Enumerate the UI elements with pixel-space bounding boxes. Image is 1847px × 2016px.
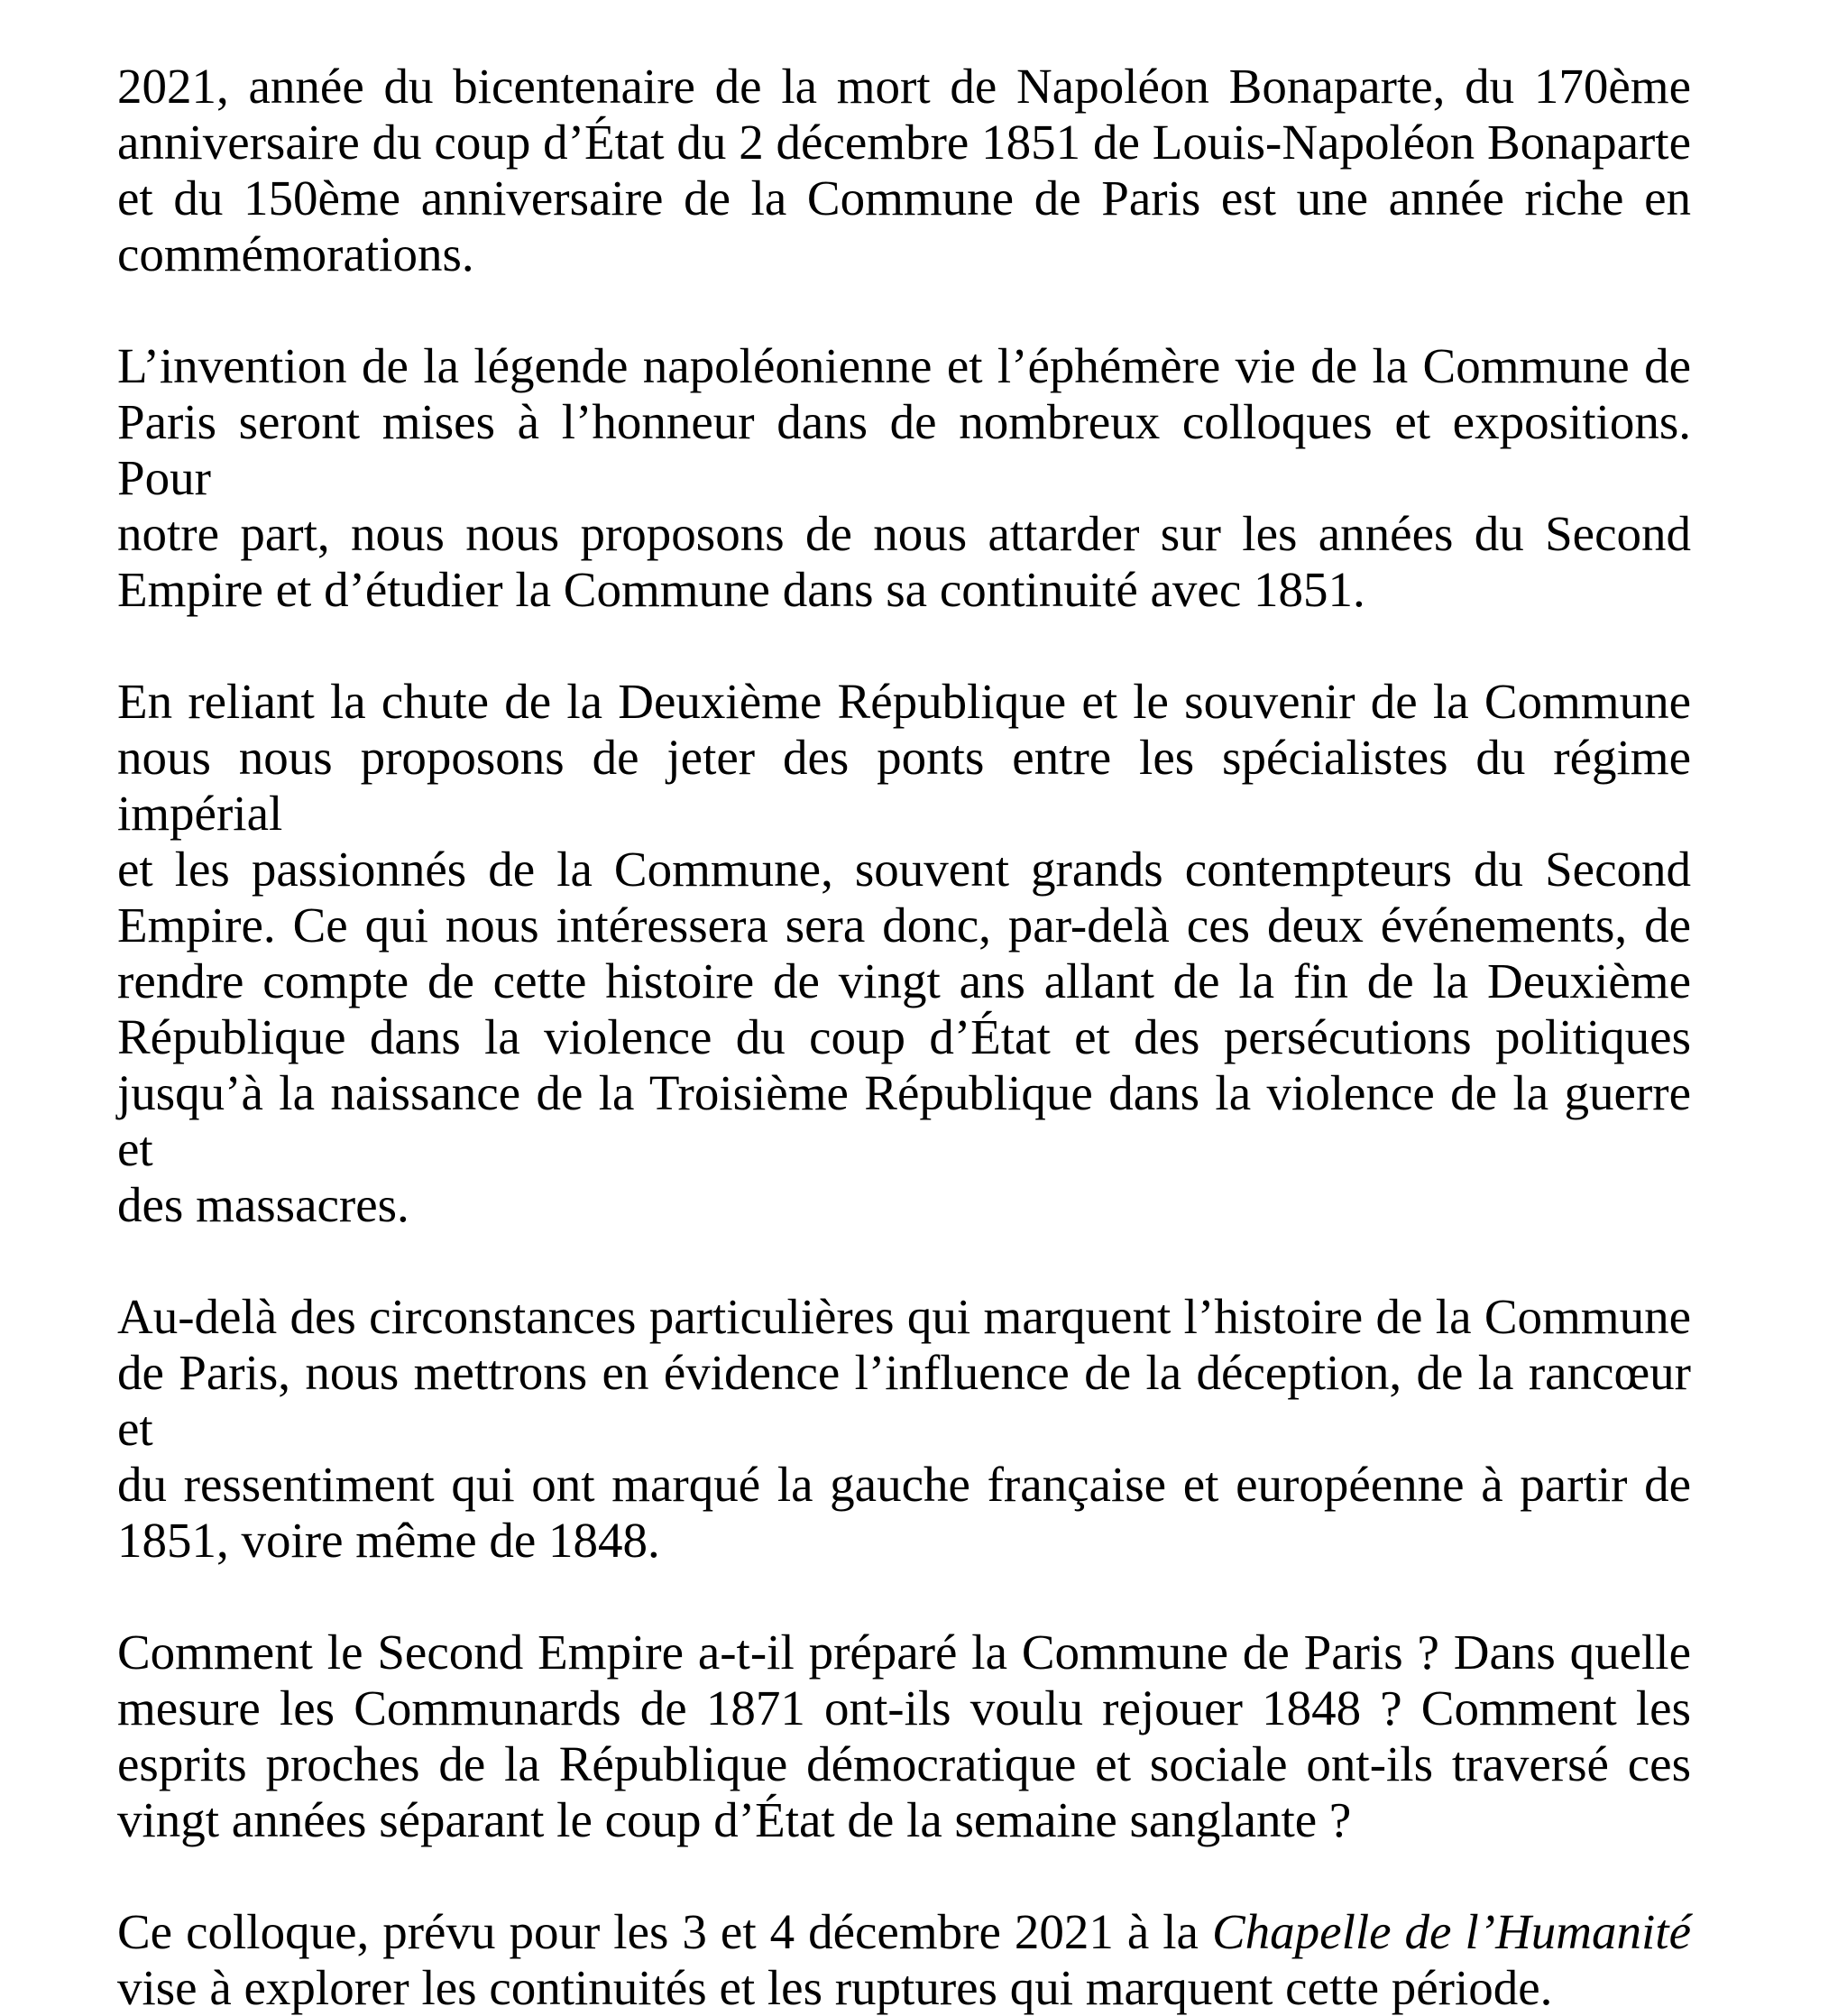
text-line: L’invention de la légende napoléonienne et l’éphémère vie de la Commune de [117, 338, 1691, 393]
text-line: vingt années séparant le coup d’État de la semaine sanglante ? [117, 1792, 1352, 1847]
paragraph [117, 1904, 1691, 2016]
venue-name-italic: Chapelle de l’Humanité [1211, 1904, 1691, 1959]
paragraph [117, 674, 1691, 1233]
text-line: Au-delà des circonstances particulières qui marquent l’histoire de la Commune [117, 1289, 1691, 1344]
paragraph [117, 338, 1691, 618]
text-line: 2021, année du bicentenaire de la mort de Napoléon Bonaparte, du 170ème [117, 59, 1691, 114]
text-line: Comment le Second Empire a-t-il préparé la Commune de Paris ? Dans quelle [117, 1625, 1691, 1680]
text-segment: Ce colloque, prévu pour les 3 et 4 décembre 2021 à la [117, 1904, 1212, 1959]
text-line: vise à explorer les continuités et les ruptures qui marquent cette période. [117, 1960, 1553, 2015]
text-line: esprits proches de la République démocratique et sociale ont-ils traversé ces [117, 1736, 1691, 1791]
text-line: notre part, nous nous proposons de nous attarder sur les années du Second [117, 506, 1691, 561]
text-line: République dans la violence du coup d’État et des persécutions politiques [117, 1009, 1691, 1064]
paragraph [117, 1289, 1691, 1569]
text-line: mesure les Communards de 1871 ont-ils voulu rejouer 1848 ? Comment les [117, 1680, 1691, 1735]
text-line: Empire et d’étudier la Commune dans sa continuité avec 1851. [117, 562, 1365, 617]
text-line: Empire. Ce qui nous intéressera sera donc, par-delà ces deux événements, de [117, 898, 1691, 953]
text-line: des massacres. [117, 1177, 409, 1232]
text-line: Paris seront mises à l’honneur dans de nombreux colloques et expositions. Pour [117, 394, 1691, 505]
text-line: nous nous proposons de jeter des ponts entre les spécialistes du régime impérial [117, 730, 1691, 841]
text-line: En reliant la chute de la Deuxième République et le souvenir de la Commune [117, 674, 1691, 729]
paragraph [117, 59, 1691, 282]
paragraph [117, 1625, 1691, 1848]
text-line: 1851, voire même de 1848. [117, 1513, 660, 1568]
text-line: de Paris, nous mettrons en évidence l’influence de la déception, de la rancœur et [117, 1345, 1691, 1456]
text-line: et du 150ème anniversaire de la Commune de Paris est une année riche en [117, 170, 1691, 226]
text-line [117, 1904, 1691, 1960]
text-line: du ressentiment qui ont marqué la gauche française et européenne à partir de [117, 1457, 1691, 1512]
text-line: anniversaire du coup d’État du 2 décembre 1851 de Louis-Napoléon Bonaparte [117, 115, 1691, 170]
text-line: jusqu’à la naissance de la Troisième République dans la violence de la guerre et [117, 1065, 1691, 1176]
text-line: commémorations. [117, 226, 474, 281]
text-line: et les passionnés de la Commune, souvent grands contempteurs du Second [117, 842, 1691, 897]
text-line: rendre compte de cette histoire de vingt ans allant de la fin de la Deuxième [117, 953, 1691, 1008]
